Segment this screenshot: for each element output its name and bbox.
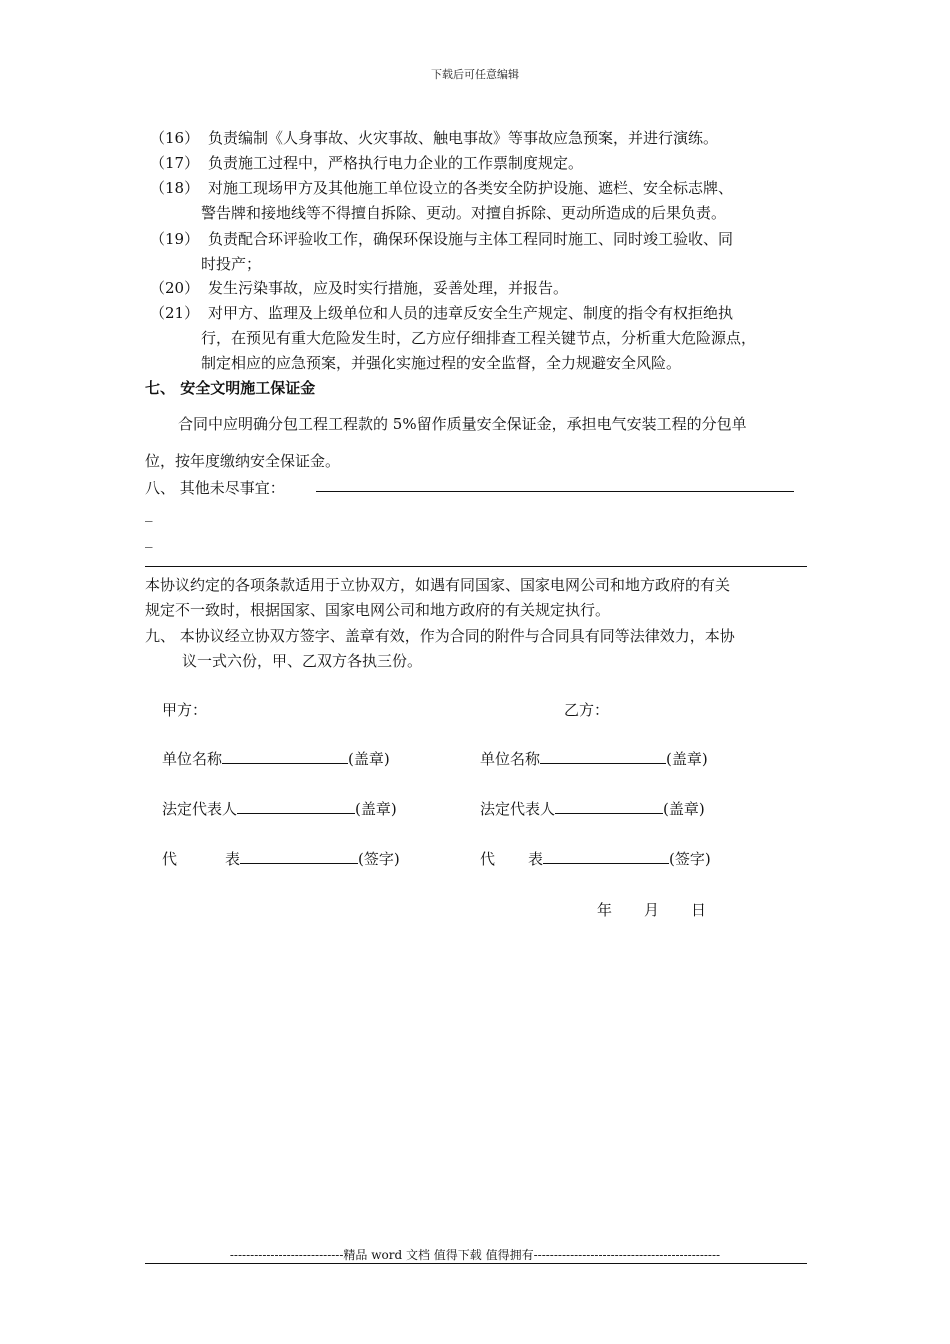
date-row: 年 月 日	[597, 901, 707, 919]
signature-fill-line	[540, 749, 666, 764]
party-a-rep-row: 代 表 (签字)	[162, 850, 400, 868]
party-b-legal-rep-row: 法定代表人 (盖章)	[480, 800, 705, 818]
clause-line: 规定不一致时，根据国家、国家电网公司和地方政府的有关规定执行。	[145, 601, 611, 619]
party-b-label: 乙方：	[564, 701, 610, 719]
blank-dash: _	[145, 504, 153, 522]
party-a-legal-rep-row: 法定代表人 (盖章)	[162, 800, 397, 818]
page-footer: ----------------------------精品 word 文档 值得下载 值得拥有----------------------------------------------	[229, 1248, 721, 1262]
fill-line	[316, 491, 794, 492]
footer-rule	[145, 1263, 807, 1264]
section-heading: 七、 安全文明施工保证金	[145, 379, 316, 397]
list-item: （20） 发生污染事故，应及时实行措施，妥善处理，并报告。	[150, 279, 569, 297]
paragraph-line: 合同中应明确分包工程工程款的 5%留作质量安全保证金，承担电气安装工程的分包单	[178, 415, 747, 433]
list-item: （21） 对甲方、监理及上级单位和人员的违章反安全生产规定、制度的指令有权拒绝执	[150, 304, 734, 322]
list-item-continuation: 制定相应的应急预案，并强化实施过程的安全监督，全力规避安全风险。	[201, 354, 682, 372]
list-item: （16） 负责编制《人身事故、火灾事故、触电事故》等事故应急预案，并进行演练。	[150, 129, 719, 147]
party-a-label: 甲方：	[162, 701, 208, 719]
other-matters-label: 八、 其他未尽事宜：	[145, 479, 285, 497]
signature-fill-line	[237, 799, 355, 814]
blank-dash: _	[145, 530, 153, 548]
party-a-unit-row: 单位名称 (盖章)	[162, 750, 390, 768]
paragraph-line: 位，按年度缴纳安全保证金。	[145, 452, 341, 470]
signature-fill-line	[222, 749, 348, 764]
section9-line: 议一式六份，甲、乙双方各执三份。	[182, 652, 423, 670]
list-item: （18） 对施工现场甲方及其他施工单位设立的各类安全防护设施、遮栏、安全标志牌、	[150, 179, 734, 197]
list-item: （19） 负责配合环评验收工作，确保环保设施与主体工程同时施工、同时竣工验收、同	[150, 230, 734, 248]
fill-line	[145, 566, 807, 567]
section9-line: 九、 本协议经立协双方签字、盖章有效，作为合同的附件与合同具有同等法律效力，本协	[145, 627, 735, 645]
signature-fill-line	[555, 799, 663, 814]
list-item-continuation: 警告牌和接地线等不得擅自拆除、更动。对擅自拆除、更动所造成的后果负责。	[201, 204, 727, 222]
clause-line: 本协议约定的各项条款适用于立协双方，如遇有同国家、国家电网公司和地方政府的有关	[145, 576, 731, 594]
page-header: 下载后可任意编辑	[431, 68, 519, 81]
list-item-continuation: 时投产；	[201, 255, 262, 273]
list-item-continuation: 行，在预见有重大危险发生时，乙方应仔细排查工程关键节点，分析重大危险源点，	[201, 329, 757, 347]
signature-fill-line	[543, 849, 669, 864]
signature-fill-line	[240, 849, 358, 864]
list-item: （17） 负责施工过程中，严格执行电力企业的工作票制度规定。	[150, 154, 584, 172]
party-b-unit-row: 单位名称 (盖章)	[480, 750, 708, 768]
party-b-rep-row: 代 表 (签字)	[480, 850, 711, 868]
